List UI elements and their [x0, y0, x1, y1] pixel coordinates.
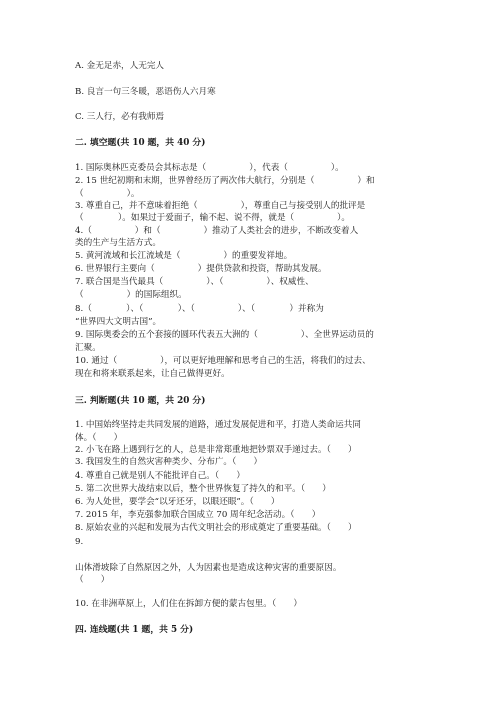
fill-blank-line: （ ）的国际组织。: [75, 290, 187, 300]
true-false-line: 8. 原始农业的兴起和发展为古代文明社会的形成奠定了重要基础。（ ）: [75, 523, 357, 533]
true-false-line: 4. 尊重自己就是别人不能批评自己。（ ）: [75, 471, 245, 481]
true-false-line: 10. 在非洲草原上，人们住在拆卸方便的蒙古包里。（ ）: [75, 599, 302, 609]
section-heading-matching: 四. 连线题(共 1 题，共 5 分): [75, 625, 194, 635]
fill-blank-line: 1. 国际奥林匹克委员会其标志是（ ），代表（ ）。: [75, 163, 344, 173]
option-c: C. 三人行，必有我师焉: [75, 112, 165, 122]
true-false-line: （ ）: [75, 575, 110, 585]
option-b: B. 良言一句三冬暖，恶语伤人六月寒: [75, 87, 216, 97]
fill-blank-line: 10. 通过（ ），可以更好地理解和思考自己的生活，将我们的过去、: [75, 356, 371, 366]
fill-blank-line: 4.（ ）和（ ）推动了人类社会的进步，不断改变着人: [75, 226, 359, 236]
true-false-line: 9.: [75, 537, 84, 547]
fill-blank-line: 2. 15 世纪初期和末期，世界曾经历了两次伟大航行，分别是（ ）和: [75, 176, 375, 186]
true-false-line: 3. 我国发生的自然灾害种类少、分布广。（ ）: [75, 457, 263, 467]
fill-blank-line: 7. 联合国是当代最具（ ）、（ ）、权威性、: [75, 277, 314, 287]
true-false-line: 体。（ ）: [75, 433, 123, 443]
fill-blank-line: 类的生产与生活方式。: [75, 238, 161, 248]
true-false-line: 5. 第二次世界大战结束以后，整个世界恢复了持久的和平。（ ）: [75, 484, 331, 494]
fill-blank-line: 汇聚。: [75, 343, 101, 353]
option-a: A. 金无足赤，人无完人: [75, 61, 165, 71]
fill-blank-line: 3. 尊重自己，并不意味着拒绝（ ），尊重自己与接受别人的批评是: [75, 201, 366, 211]
fill-blank-line: 6. 世界银行主要向（ ）提供贷款和投资，帮助其发展。: [75, 264, 327, 274]
true-false-line: 山体滑坡除了自然原因之外，人为因素也是造成这种灾害的重要原因。: [75, 563, 342, 573]
true-false-line: 2. 小飞在路上遇到行乞的人，总是非常郑重地把钞票双手递过去。（ ）: [75, 445, 357, 455]
fill-blank-line: 9. 国际奥委会的五个套接的圆环代表五大洲的（ ）、全世界运动员的: [75, 330, 374, 340]
fill-blank-line: 8.（ ）、（ ）、（ ）、（ ）并称为: [75, 304, 324, 314]
section-heading-fill-blank: 二. 填空题(共 10 题，共 40 分): [75, 138, 206, 148]
fill-blank-line: （ ）。如果过于爱面子，输不起、说不得，就是（ ）。: [75, 213, 350, 223]
section-heading-true-false: 三. 判断题(共 10 题，共 20 分): [75, 396, 206, 406]
fill-blank-line: 现在和将来联系起来，让自己做得更好。: [75, 369, 230, 379]
fill-blank-line: 5. 黄河流域和长江流域是（ ）的重要发祥地。: [75, 251, 293, 261]
true-false-line: 1. 中国始终坚持走共同发展的道路，通过发展促进和平，打造人类命运共同: [75, 420, 361, 430]
fill-blank-line: （ ）。: [75, 189, 140, 199]
fill-blank-line: “世界四大文明古国”。: [75, 317, 162, 327]
true-false-line: 7. 2015 年，李克强参加联合国成立 70 周年纪念活动。（ ）: [75, 510, 321, 520]
true-false-line: 6. 为人处世，要学会“以牙还牙，以眼还眼”。（ ）: [75, 497, 280, 507]
